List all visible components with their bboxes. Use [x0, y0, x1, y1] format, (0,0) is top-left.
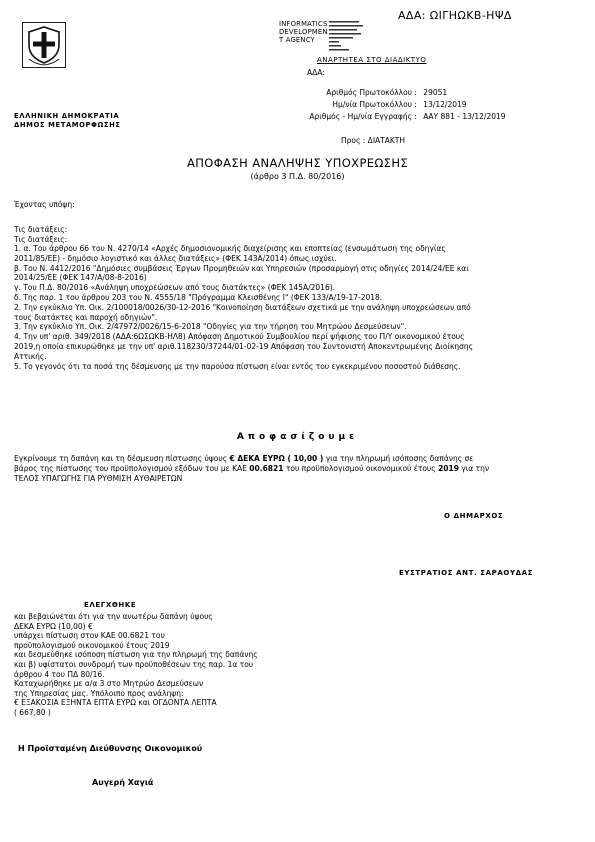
decision-line-2 [14, 464, 586, 474]
verification-line: και βεβαιώνεται ότι για την ανωτέρω δαπάνη ύψους [14, 612, 213, 621]
verification-line: ( 667,80 ) [14, 707, 51, 717]
recipient-line: Προς : ΔΙΑΤΑΚΤΗ [341, 136, 406, 145]
legal-basis-list [14, 244, 584, 371]
issuer-municipality: ΔΗΜΟΣ ΜΕΤΑΜΟΡΦΩΣΗΣ [14, 121, 121, 129]
mayor-title: Ο ΔΗΜΑΡΧΟΣ [444, 512, 504, 520]
legal-basis-line: 4. Την υπ' αριθ. 349/2018 (ΑΔΑ:6ΩΣΩΚΒ-ΗΛ8) Απόφαση Δημοτικού Συμβουλίου περί ψήφισης του Π/Υ οικονομικού έτους [14, 332, 465, 342]
legal-basis-line: 3. Την εγκύκλιο Υπ. Οικ. 2/47972/0026/15-6-2018 "Οδηγίες για την τήρηση του Μητρώου Δεσμεύσεων". [14, 322, 407, 332]
agency-line: T AGENCY [279, 36, 315, 44]
decision-line-1 [14, 454, 586, 464]
decision-text-part: για την [458, 464, 490, 473]
document-title: ΑΠΟΦΑΣΗ ΑΝΑΛΗΨΗΣ ΥΠΟΧΡΕΩΣΗΣ [186, 156, 409, 170]
publish-online-label: ΑΝΑΡΤΗΤΕΑ ΣΤΟ ΔΙΑΔΙΚΤΥΟ [317, 56, 427, 64]
verification-line: και δεσμεύθηκε ισόποση πίστωση για την πληρωμή της δαπάνης [14, 650, 258, 660]
legal-basis-line: Αττικής. [14, 351, 47, 361]
ada-code-top: ΑΔΑ: ΩΙΓΗΩΚΒ-ΗΨΔ [398, 9, 512, 22]
decision-text-part: για την πληρωμή ισόποσης δαπάνης σε [323, 454, 474, 463]
decision-text-part: Εγκρίνουμε τη δαπάνη και τη δέσμευση πίστωσης ύψους [14, 454, 230, 463]
legal-basis-line: 2. Την εγκύκλιο Υπ. Οικ. 2/100018/0026/30-12-2016 "Κοινοποίηση διατάξεων σχετικά με την ανάληψη υποχρεώσεων από [14, 302, 471, 312]
decision-heading: Αποφασίζουμε [236, 432, 359, 442]
verification-line: και β) υφίστατοι συνδρομή των προϋποθέσεων της παρ. 1α του [14, 659, 254, 669]
verification-line: υπάρχει πίστωση στον ΚΑΕ 00.6821 του [14, 631, 165, 641]
protocol-date-value: 13/12/2019 [423, 100, 467, 109]
finance-head-title: Η Προϊσταμένη Διεύθυνσης Οικονομικού [18, 744, 203, 753]
greek-coat-of-arms-icon [22, 22, 66, 68]
protocol-number-value: 29051 [423, 88, 448, 97]
decision-text [14, 454, 586, 484]
development-line: DEVELOPMEN [279, 28, 328, 36]
verification-line: της Υπηρεσίας μας. Υπόλοιπο προς ανάληψη: [14, 688, 184, 698]
mayor-name: ΕΥΣΤΡΑΤΙΟΣ ΑΝΤ. ΣΑΡΑΟΥΔΑΣ [399, 569, 534, 577]
legal-basis-line: γ. Του Π.Δ. 80/2016 «Ανάληψη υποχρεώσεων από τους διατάκτες» (ΦΕΚ 145Α/2016). [14, 283, 336, 293]
issuer-block [14, 112, 121, 130]
verification-text [14, 612, 258, 718]
verified-heading: ΕΛΕΓΧΘΗΚΕ [84, 601, 137, 609]
verification-line: προϋπολογισμού οικονομικού έτους 2019 [14, 640, 170, 650]
protocol-number-label: Αριθμός Πρωτοκόλλου [326, 88, 412, 97]
considering-label: Έχοντας υπόψη: [14, 200, 75, 209]
informatics-line: INFORMATICS [279, 20, 328, 28]
verification-line: ΔΕΚΑ ΕΥΡΩ (10,00) € [14, 621, 93, 631]
legal-basis-line: β. Του Ν. 4412/2016 "Δημόσιες συμβάσεις Έργων Προμηθειών και Υπηρεσιών (προσαρμογή στις οδηγίες 2014/24/ΕΕ και [14, 263, 469, 273]
legal-basis-line: 5. Το γεγονός ότι τα ποσά της δέσμευσης με την παρούσα πίστωση είναι εντός του εγκεκριμένου ποσοστού διάθεσης. [14, 361, 461, 371]
verification-line: Καταχωρήθηκε με α/α 3 στο Μητρώο Δεσμεύσεων [14, 679, 204, 689]
decision-amount: € ΔΕΚΑ ΕΥΡΩ ( 10,00 ) [229, 454, 324, 463]
entry-row: Αριθμός - Ημ/νία Εγγραφής : ΑΑΥ 881 - 13/12/2019 [250, 112, 506, 121]
decision-text-part: του προϋπολογισμού οικονομικού έτους [283, 464, 439, 473]
decision-year: 2019 [438, 464, 459, 473]
legal-basis-line: 2019,η οποία επικυρώθηκε με την υπ' αριθ.118230/37244/01-02-19 Απόφαση του Συντονιστή Αποκεντρωμένης Διοίκησης [14, 341, 474, 351]
informatics-agency-label [279, 20, 327, 44]
agency-logo-icon [329, 19, 367, 53]
decision-line-3: ΤΕΛΟΣ ΥΠΑΓΩΓΗΣ ΓΙΑ ΡΥΘΜΙΣΗ ΑΥΘΑΙΡΕΤΩΝ [14, 474, 183, 483]
ada-label: ΑΔΑ: [307, 68, 325, 77]
legal-basis-line: 2014/25/ΕΕ (ΦΕΚ 147/Α/08-8-2016) [14, 273, 147, 283]
provisions-label-1: Τις διατάξεις: [14, 225, 68, 234]
legal-basis-line: 1. α. Του άρθρου 66 του Ν. 4270/14 «Αρχές δημοσιονομικής διαχείρισης και εποπτείας (ενσωμάτωση της οδηγίας [14, 244, 446, 253]
protocol-number-row: Αριθμός Πρωτοκόλλου : 29051 [250, 88, 447, 97]
legal-basis-line: τους διατάκτες και παροχή οδηγιών". [14, 312, 158, 322]
document-subtitle: (άρθρο 3 Π.Δ. 80/2016) [250, 172, 345, 181]
issuer-country: ΕΛΛΗΝΙΚΗ ΔΗΜΟΚΡΑΤΙΑ [14, 112, 120, 120]
decision-kae-code: 00.6821 [249, 464, 284, 473]
decision-text-part: βάρος της πίστωσης του προϋπολογισμού εξόδων του με ΚΑΕ [14, 464, 250, 473]
finance-head-name: Αυγερή Χαγιά [92, 778, 154, 787]
protocol-date-label: Ημ/νία Πρωτοκόλλου [332, 100, 412, 109]
entry-value: ΑΑΥ 881 - 13/12/2019 [423, 112, 506, 121]
provisions-label-2: Τις διατάξεις: [14, 235, 68, 244]
entry-label: Αριθμός - Ημ/νία Εγγραφής [309, 112, 412, 121]
legal-basis-line: δ. Της παρ. 1 του άρθρου 203 του Ν. 4555/18 "Πρόγραμμα Κλεισθένης Ι" (ΦΕΚ 133/Α/19-17-2018. [14, 292, 383, 302]
verification-line: € ΕΞΑΚΟΣΙΑ ΕΞΗΝΤΑ ΕΠΤΑ ΕΥΡΩ και ΟΓΔΟΝΤΑ ΛΕΠΤΑ [14, 698, 217, 708]
legal-basis-line: 2011/85/ΕΕ) - δημόσιο λογιστικό και άλλες διατάξεις» (ΦΕΚ 143Α/2014) όπως ισχύει. [14, 253, 337, 263]
verification-line: άρθρου 4 του ΠΔ 80/16. [14, 669, 105, 679]
protocol-date-row: Ημ/νία Πρωτοκόλλου : 13/12/2019 [250, 100, 467, 109]
